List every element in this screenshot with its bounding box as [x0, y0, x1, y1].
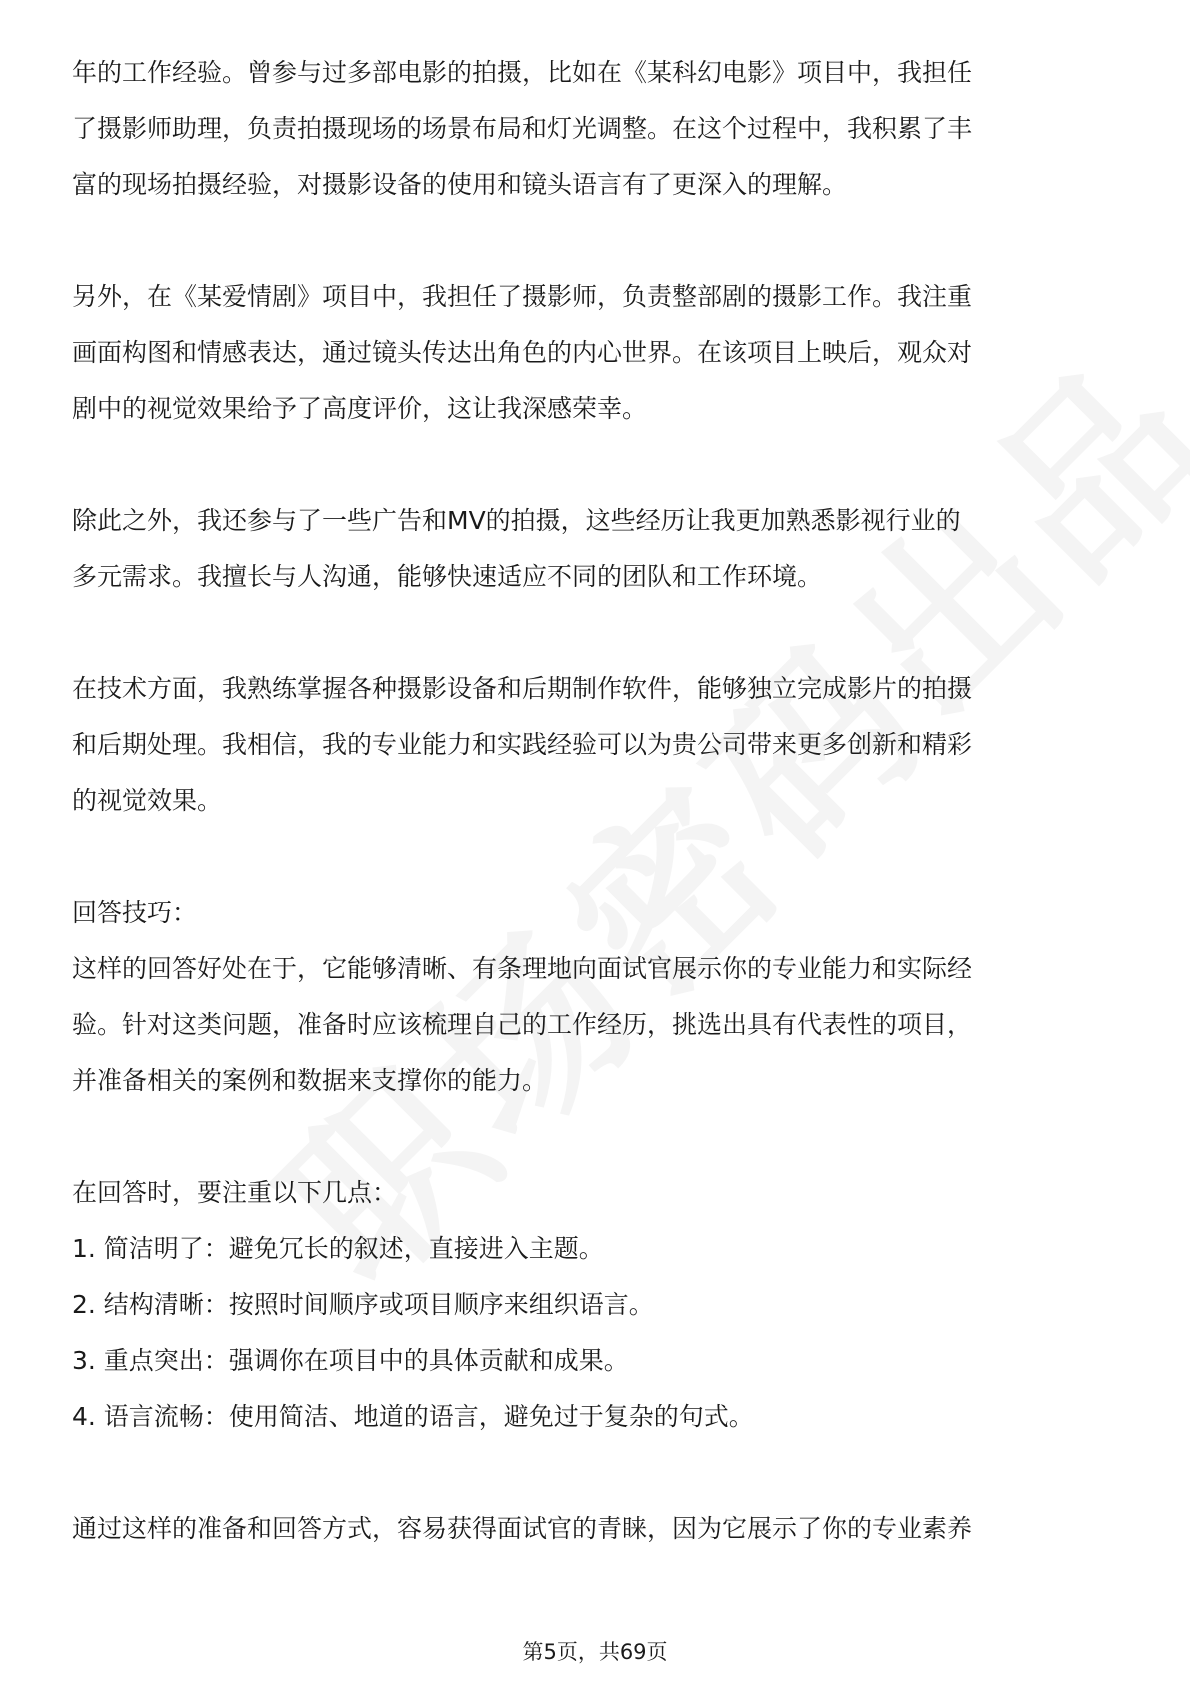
text-line: 年的工作经验。曾参与过多部电影的拍摄，比如在《某科幻电影》项目中，我担任 [72, 58, 973, 87]
list-item: 2. 结构清晰：按照时间顺序或项目顺序来组织语言。 [72, 1290, 654, 1319]
paragraph-conclusion [72, 1501, 1118, 1557]
points-heading: 在回答时，要注重以下几点： [72, 1178, 398, 1207]
text-line: 并准备相关的案例和数据来支撑你的能力。 [72, 1066, 548, 1095]
text-line: 剧中的视觉效果给予了高度评价，这让我深感荣幸。 [72, 394, 648, 423]
paragraph-technical-skills [72, 661, 1118, 829]
paragraph-tips [72, 941, 1118, 1109]
page-number-footer: 第5页，共69页 [522, 1640, 668, 1664]
paragraph-experience-ads [72, 493, 1118, 605]
text-line: 这样的回答好处在于，它能够清晰、有条理地向面试官展示你的专业能力和实际经 [72, 954, 973, 983]
list-item: 1. 简洁明了：避免冗长的叙述，直接进入主题。 [72, 1234, 604, 1263]
text-line: 在技术方面，我熟练掌握各种摄影设备和后期制作软件，能够独立完成影片的拍摄 [72, 674, 973, 703]
text-line: 除此之外，我还参与了一些广告和MV的拍摄，这些经历让我更加熟悉影视行业的 [72, 506, 961, 535]
list-item: 4. 语言流畅：使用简洁、地道的语言，避免过于复杂的句式。 [72, 1402, 754, 1431]
text-line: 另外，在《某爱情剧》项目中，我担任了摄影师，负责整部剧的摄影工作。我注重 [72, 282, 973, 311]
text-line: 了摄影师助理，负责拍摄现场的场景布局和灯光调整。在这个过程中，我积累了丰 [72, 114, 973, 143]
text-line: 多元需求。我擅长与人沟通，能够快速适应不同的团队和工作环境。 [72, 562, 823, 591]
paragraph-experience-drama [72, 269, 1118, 437]
text-line: 通过这样的准备和回答方式，容易获得面试官的青睐，因为它展示了你的专业素养 [72, 1514, 973, 1543]
text-line: 富的现场拍摄经验，对摄影设备的使用和镜头语言有了更深入的理解。 [72, 170, 848, 199]
text-line: 验。针对这类问题，准备时应该梳理自己的工作经历，挑选出具有代表性的项目， [72, 1010, 973, 1039]
text-line: 和后期处理。我相信，我的专业能力和实践经验可以为贵公司带来更多创新和精彩 [72, 730, 973, 759]
paragraph-experience-film [72, 45, 1118, 213]
points-list [72, 1221, 1118, 1445]
tips-heading: 回答技巧： [72, 898, 198, 927]
text-line: 的视觉效果。 [72, 786, 223, 815]
document-body [72, 45, 1118, 1557]
list-item: 3. 重点突出：强调你在项目中的具体贡献和成果。 [72, 1346, 629, 1375]
text-line: 画面构图和情感表达，通过镜头传达出角色的内心世界。在该项目上映后，观众对 [72, 338, 973, 367]
